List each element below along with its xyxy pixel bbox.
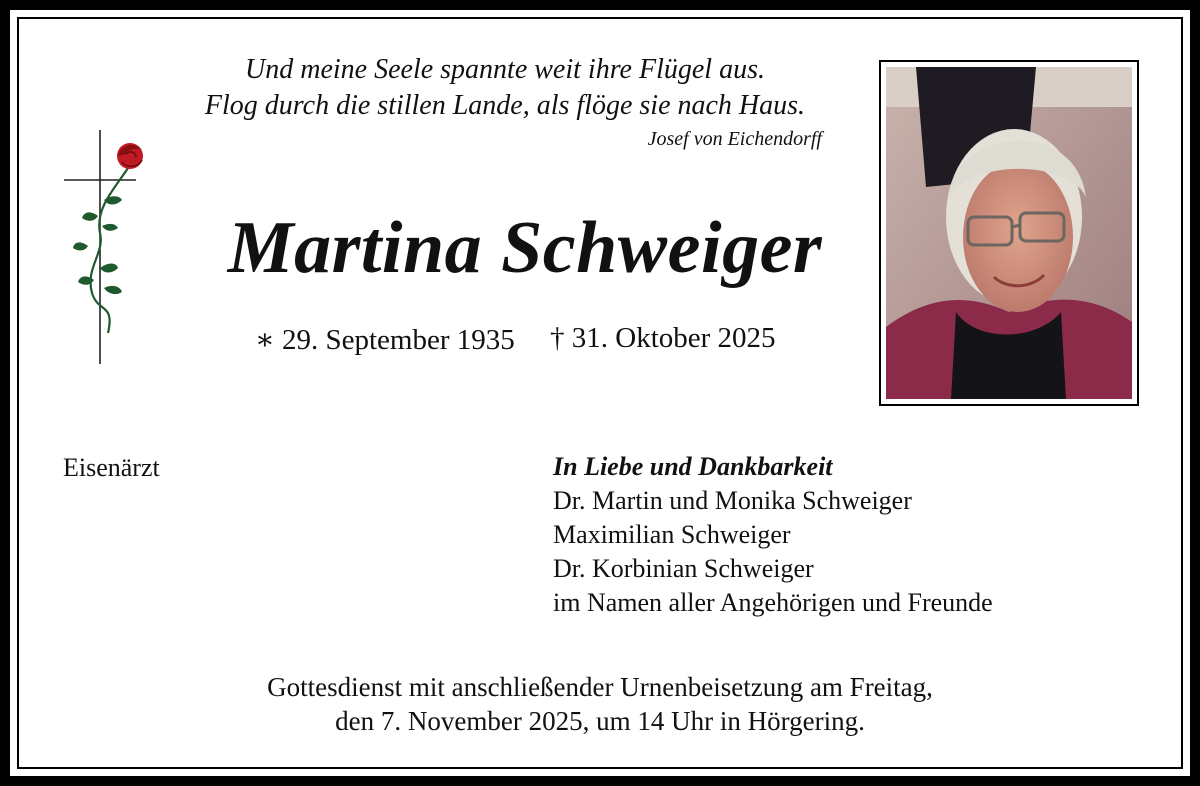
birth-date: 29. September 1935 xyxy=(281,324,515,356)
portrait-photo-frame xyxy=(879,60,1139,406)
death-date-group xyxy=(550,322,776,355)
portrait-photo xyxy=(886,67,1132,399)
service-line-1: Gottesdienst mit anschließender Urnenbeisetzung am Freitag, xyxy=(267,672,933,702)
birth-symbol: ∗ xyxy=(255,324,275,356)
mourner-line: Dr. Martin und Monika Schweiger xyxy=(553,486,912,515)
service-notice xyxy=(150,670,1050,738)
death-date: 31. Oktober 2025 xyxy=(571,322,776,354)
quote-line-1: Und meine Seele spannte weit ihre Flügel aus. xyxy=(245,54,765,85)
quote-author: Josef von Eichendorff xyxy=(647,128,822,150)
quote-line-2: Flog durch die stillen Lande, als flöge sie nach Haus. xyxy=(204,90,806,121)
quote xyxy=(150,52,860,124)
mourner-line: Dr. Korbinian Schweiger xyxy=(553,554,814,583)
mourners-heading: In Liebe und Dankbarkeit xyxy=(553,452,833,481)
deceased-name: Martina Schweiger xyxy=(227,207,823,289)
death-symbol: † xyxy=(550,322,565,354)
birth-date-group xyxy=(255,322,515,357)
mourners-block xyxy=(553,450,993,620)
place-name: Eisenärzt xyxy=(63,453,160,482)
cross-with-rose-icon xyxy=(60,128,150,368)
mourner-line: im Namen aller Angehörigen und Freunde xyxy=(553,588,993,617)
mourner-line: Maximilian Schweiger xyxy=(553,520,791,549)
service-line-2: den 7. November 2025, um 14 Uhr in Hörgering. xyxy=(335,706,865,736)
